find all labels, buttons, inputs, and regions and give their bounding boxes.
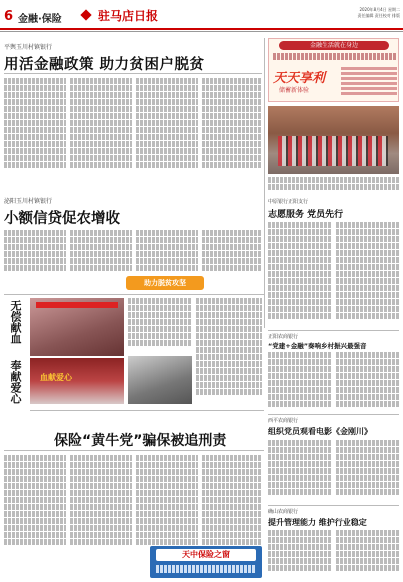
masthead-logo: 驻马店日报 [98,9,159,23]
article6-column [202,455,262,553]
article5-headline: 组织党员观看电影《金刚川》 [268,427,372,436]
ad-text-line [273,53,396,60]
article1-column [136,78,198,178]
issue-date: 2020年8月4日 星期二 [359,7,400,12]
blood-banner-text: 血献爱心 [40,373,72,382]
article4-column [336,352,399,410]
column-divider [264,38,265,328]
article2-headline: 小额信贷促农增收 [4,211,120,227]
article7-kicker: 确山农商银行 [268,509,299,515]
article6-headline: 保险“黄牛党”骗保被追刑责 [54,433,227,449]
article2-column [136,230,198,274]
article5-column [268,440,332,502]
photo-dancers [268,106,399,174]
divider [268,505,399,506]
article7-column [336,530,399,578]
ad-title: 天天享利 [273,71,326,86]
ad-details [341,67,397,97]
ad-badge: 金融生活就在身边 [279,41,389,50]
issue-editors: 责任编辑 责任校对 排版 [357,13,400,18]
article3-headline: 志愿服务 党员先行 [268,210,344,220]
divider [30,410,264,411]
page-number: 6 [4,9,14,24]
photo-blood-banner [30,358,124,404]
article4-column [268,352,332,410]
insurance-banner-title: 天中保险之窗 [156,549,256,561]
article3-column [268,222,332,326]
insurance-banner [150,546,262,578]
divider [4,73,262,74]
article2-kicker: 泌阳玉川村镇银行 [4,198,53,205]
header-rule-thin [0,31,403,32]
blood-caption [128,298,192,352]
banner-red [36,302,118,308]
article2-column [202,230,262,274]
article1-column [70,78,132,178]
article6-column [136,455,198,553]
article2-column [70,230,132,274]
header-rule [0,28,403,30]
insurance-banner-text [156,565,256,573]
blood-text [196,298,262,404]
issue-meta [282,7,400,19]
article2-column [4,230,66,274]
photo-figures [278,136,388,166]
divider [268,330,399,331]
article7-headline: 提升管理能力 维护行业稳定 [268,518,367,527]
ad-panel [268,38,399,102]
article1-column [4,78,66,178]
ad-subtitle: 储蓄新体验 [279,87,310,94]
article4-kicker: 正阳农商银行 [268,334,299,340]
divider [268,414,399,415]
article6-column [70,455,132,553]
divider [4,294,264,295]
diamond-icon [80,9,91,20]
article3-kicker: 中原银行正阳支行 [268,199,309,205]
article4-headline: “党建+金融”奏响乡村振兴最强音 [268,342,367,350]
poverty-banner: 助力脱贫攻坚 [126,276,204,290]
article6-column [4,455,66,553]
divider [4,450,264,451]
vertical-slogan-1: 无偿献血 [9,300,22,344]
photo-donor [128,356,192,404]
article1-kicker: 平舆玉川村镇银行 [4,44,53,51]
article3-column [336,222,399,326]
article7-column [268,530,332,578]
photo-blood-drive [30,298,124,356]
article1-column [202,78,262,178]
section-title: 金融·保险 [18,14,62,25]
photo-caption-text [268,177,399,195]
article5-kicker: 西平农商银行 [268,418,299,424]
vertical-slogan-2: 奉献爱心 [9,360,22,404]
article5-column [336,440,399,502]
article1-headline: 用活金融政策 助力贫困户脱贫 [4,57,205,73]
